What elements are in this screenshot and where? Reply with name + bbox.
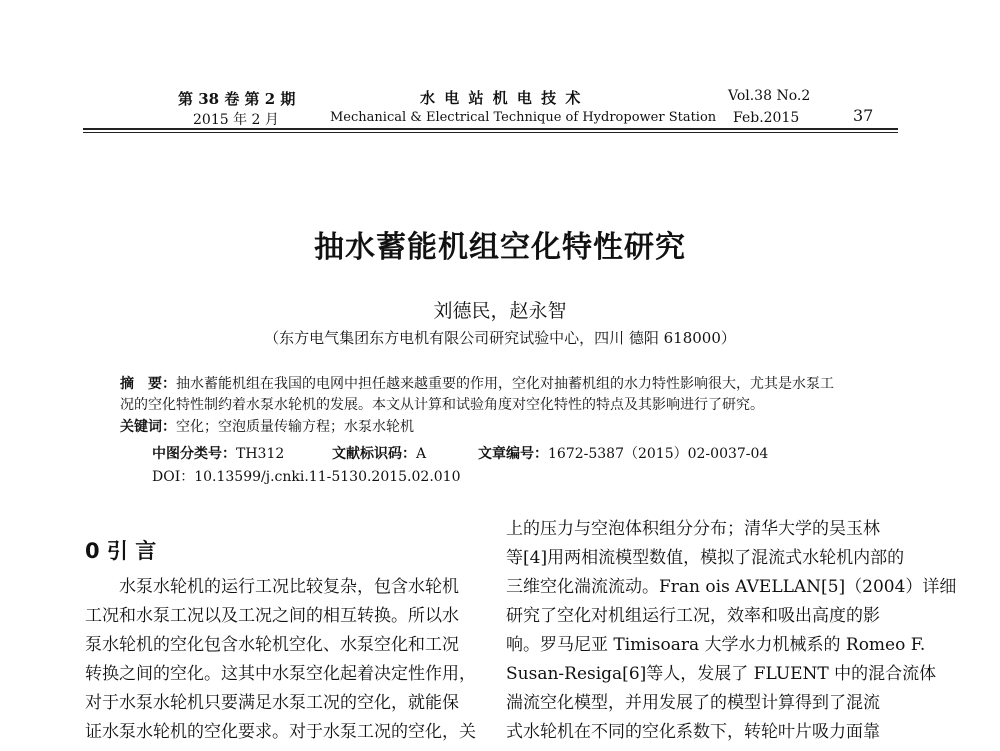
body-line: 水泵水轮机的运行工况比较复杂，包含水轮机: [119, 577, 459, 597]
keywords: [120, 416, 414, 436]
body-line: 三维空化湍流流动。Fran ois AVELLAN[5]（2004）详细: [506, 577, 957, 597]
clc-number: [152, 443, 284, 463]
body-line: 响。罗马尼亚 Timisoara 大学水力机械系的 Romeo F.: [506, 635, 926, 655]
left-column: [85, 573, 476, 747]
article-number-value: 1672-5387（2015）02-0037-04: [548, 446, 769, 462]
doc-code-label: 文献标识码：: [332, 446, 416, 462]
date-cn: 2015 年 2 月: [193, 112, 279, 128]
body-line: 式水轮机在不同的空化系数下，转轮叶片吸力面靠: [506, 722, 880, 742]
keywords-text: 空化；空泡质量传输方程；水泵水轮机: [176, 419, 414, 435]
body-line: 证水泵水轮机的空化要求。对于水泵工况的空化，关: [85, 722, 476, 742]
date-en: Feb.2015: [733, 110, 800, 126]
issue-en: Vol.38 No.2: [728, 88, 811, 104]
journal-title-cn: 水 电 站 机 电 技 术: [420, 89, 583, 107]
abstract-line-2: 况的空化特性制约着水泵水轮机的发展。本文从计算和试验角度对空化特性的特点及其影响进行了研究。: [120, 397, 764, 413]
abstract-label: 摘 要：: [120, 376, 176, 392]
paper-title: 抽水蓄能机组空化特性研究: [314, 230, 686, 265]
journal-title-en: Mechanical & Electrical Technique of Hydropower Station: [330, 110, 717, 125]
body-line: 泵水轮机的空化包含水轮机空化、水泵空化和工况: [85, 635, 459, 655]
issue-cn: 第 38 卷 第 2 期: [178, 90, 296, 108]
header-rule-thick: [83, 128, 898, 130]
body-line: 研究了空化对机组运行工况，效率和吸出高度的影: [506, 606, 880, 626]
body-line: 转换之间的空化。这其中水泵空化起着决定性作用，: [85, 664, 476, 684]
body-line: 湍流空化模型，并用发展了的模型计算得到了混流: [506, 693, 880, 713]
doc-code-value: A: [416, 446, 427, 462]
abstract-line-1: [120, 373, 834, 393]
clc-label: 中图分类号：: [152, 446, 236, 462]
body-line: 对于水泵水轮机只要满足水泵工况的空化，就能保: [85, 693, 459, 713]
clc-value: TH312: [236, 446, 285, 462]
page-number: 37: [853, 106, 874, 125]
abstract-text-1: 抽水蓄能机组在我国的电网中担任越来越重要的作用，空化对抽蓄机组的水力特性影响很大，尤其是水泵工: [176, 376, 834, 392]
right-column: [506, 515, 956, 747]
article-number: [478, 443, 768, 463]
body-line: 上的压力与空泡体积组分分布；清华大学的吴玉林: [506, 519, 880, 539]
header-rule-thin: [83, 132, 898, 133]
keywords-label: 关键词：: [120, 419, 176, 435]
affiliation: （东方电气集团东方电机有限公司研究试验中心，四川 德阳 618000）: [264, 329, 736, 347]
doi: DOI：10.13599/j.cnki.11-5130.2015.02.010: [152, 469, 461, 485]
body-line: Susan-Resiga[6]等人，发展了 FLUENT 中的混合流体: [506, 664, 937, 684]
body-line: 等[4]用两相流模型数值，模拟了混流式水轮机内部的: [506, 548, 905, 568]
body-line: 工况和水泵工况以及工况之间的相互转换。所以水: [85, 606, 459, 626]
article-number-label: 文章编号：: [478, 446, 548, 462]
doc-code: [332, 443, 426, 463]
section-heading: 0 引 言: [85, 539, 157, 563]
authors: 刘德民，赵永智: [433, 300, 567, 322]
